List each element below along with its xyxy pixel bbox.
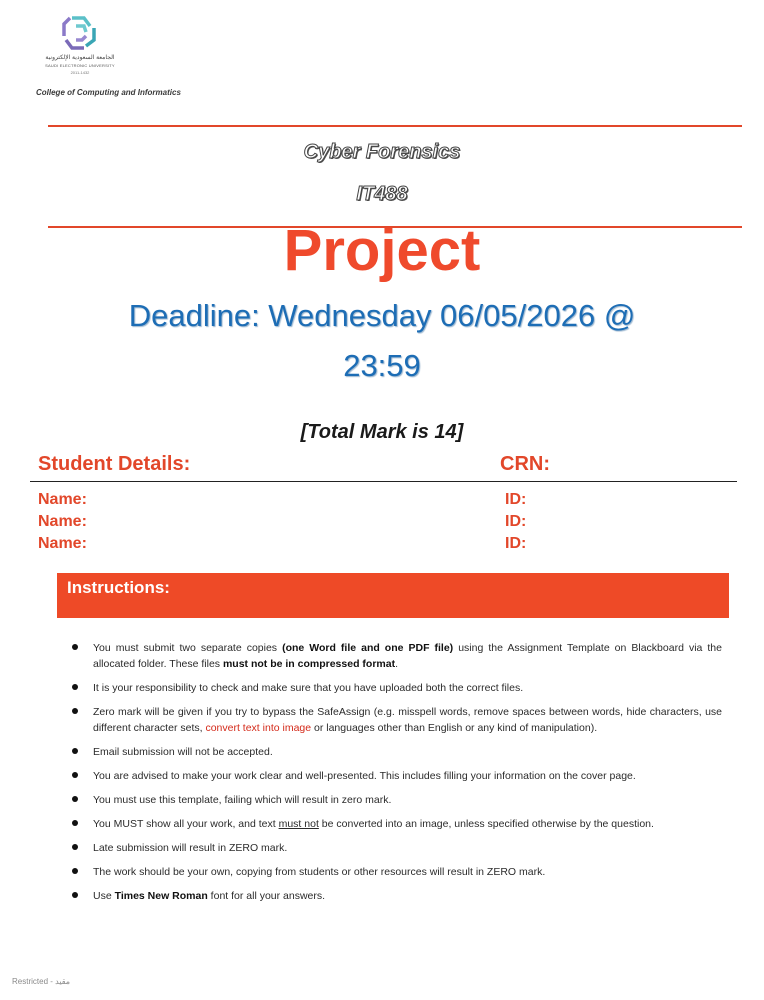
- deadline-line-2: 23:59: [343, 348, 421, 383]
- course-code: IT488: [356, 183, 408, 205]
- name-field-3[interactable]: Name:: [38, 535, 87, 552]
- list-item: It is your responsibility to check and make sure that you have uploaded both the correct files.: [68, 680, 722, 696]
- course-name: Cyber Forensics: [303, 141, 461, 163]
- list-item: You MUST show all your work, and text must not be converted into an image, unless specified otherwise by the question.: [68, 816, 722, 832]
- id-field-3[interactable]: ID:: [505, 535, 527, 552]
- instructions-heading: Instructions:: [67, 578, 170, 597]
- list-item: Zero mark will be given if you try to bypass the SafeAssign (e.g. misspell words, remove spaces between words, hide characters, use different character sets, convert text into image or languages other than English or any kind of manipulation).: [68, 704, 722, 736]
- bullet-icon: [72, 892, 78, 898]
- id-field-1[interactable]: ID:: [505, 491, 527, 508]
- list-item: Late submission will result in ZERO mark.: [68, 840, 722, 856]
- university-logo: [40, 10, 170, 80]
- instructions-bar: [57, 573, 729, 618]
- bullet-icon: [72, 684, 78, 690]
- seu-logo-icon: [40, 10, 120, 54]
- bullet-icon: [72, 820, 78, 826]
- name-field-1[interactable]: Name:: [38, 491, 87, 508]
- bullet-icon: [72, 796, 78, 802]
- id-field-2[interactable]: ID:: [505, 513, 527, 530]
- logo-english-name: SAUDI ELECTRONIC UNIVERSITY: [45, 63, 115, 68]
- logo-arabic-name: الجامعة السعودية الإلكترونية: [45, 55, 115, 61]
- total-mark: [Total Mark is 14]: [300, 421, 464, 443]
- list-item: You must use this template, failing which will result in zero mark.: [68, 792, 722, 808]
- student-divider: [30, 481, 737, 482]
- bullet-icon: [72, 772, 78, 778]
- deadline-line-1: Deadline: Wednesday 06/05/2026 @: [128, 298, 636, 333]
- crn-label: CRN:: [500, 453, 550, 475]
- classification-label: Restricted - مقيد: [12, 977, 71, 986]
- name-field-2[interactable]: Name:: [38, 513, 87, 530]
- bullet-icon: [72, 748, 78, 754]
- list-item: Email submission will not be accepted.: [68, 744, 722, 760]
- instructions-list: [68, 640, 722, 912]
- list-item: Use Times New Roman font for all your answers.: [68, 888, 722, 904]
- logo-year: 2011-1432: [70, 70, 90, 75]
- list-item: You are advised to make your work clear and well-presented. This includes filling your information on the cover page.: [68, 768, 722, 784]
- list-item: The work should be your own, copying from students or other resources will result in ZERO mark.: [68, 864, 722, 880]
- top-divider: [48, 125, 742, 127]
- list-item: You must submit two separate copies (one Word file and one PDF file) using the Assignment Template on Blackboard via the allocated folder. These files must not be in compressed format.: [68, 640, 722, 672]
- college-name: College of Computing and Informatics: [36, 88, 181, 97]
- bullet-icon: [72, 708, 78, 714]
- bullet-icon: [72, 644, 78, 650]
- student-details-heading: Student Details:: [38, 453, 191, 475]
- bullet-icon: [72, 868, 78, 874]
- bullet-icon: [72, 844, 78, 850]
- page-title: Project: [283, 218, 481, 283]
